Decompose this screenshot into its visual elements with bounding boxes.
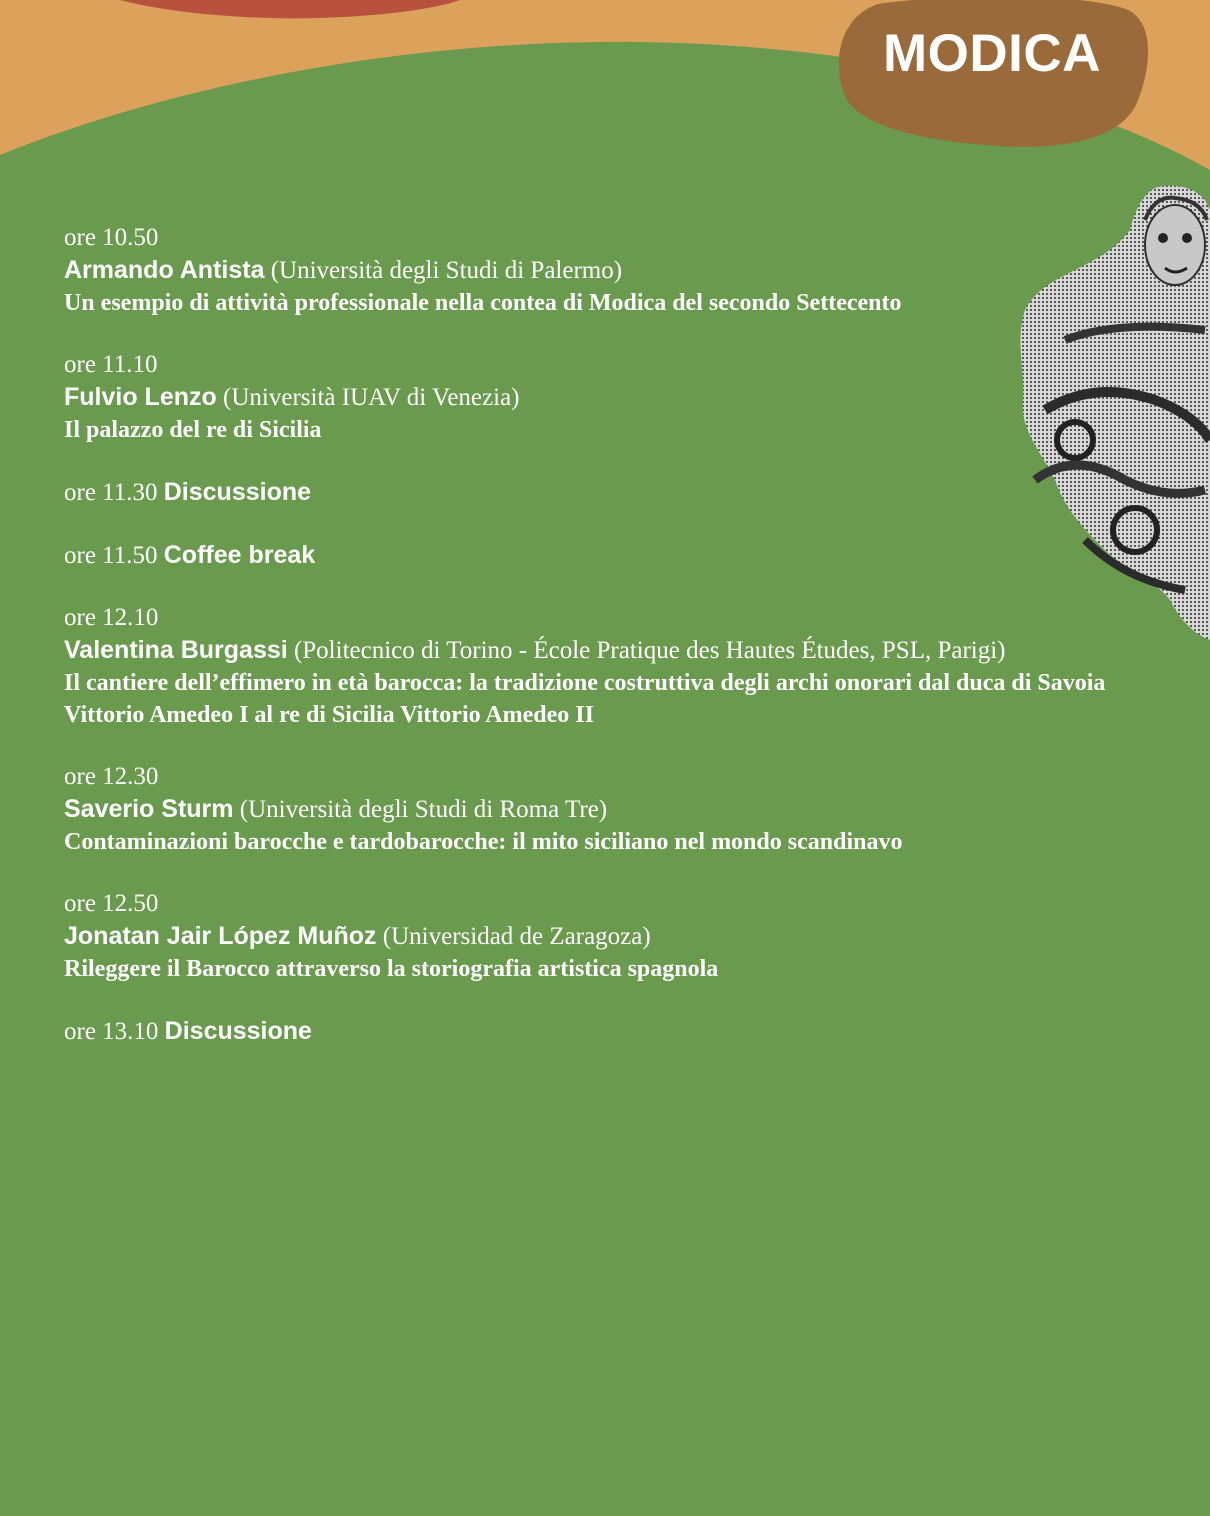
speaker-affiliation: (Università IUAV di Venezia): [223, 384, 520, 411]
talk-title: Il cantiere dell’effimero in età barocca: la tradizione costruttiva degli archi onorari dal duca di Savoia Vittorio Amedeo I al re di Sicilia Vittorio Amedeo II: [64, 670, 1106, 728]
speaker-affiliation: (Universidad de Zaragoza): [382, 923, 651, 950]
program-list: [64, 222, 1154, 1078]
city-title: MODICA: [883, 24, 1101, 83]
talk-title: Contaminazioni barocche e tardobarocche: il mito siciliano nel mondo scandinavo: [64, 829, 903, 855]
speaker-affiliation: (Politecnico di Torino - École Pratique des Hautes Études, PSL, Parigi): [293, 637, 1006, 664]
talk-title: Un esempio di attività professionale nella contea di Modica del secondo Settecento: [64, 290, 902, 316]
talk-title: Rileggere il Barocco attraverso la storiografia artistica spagnola: [64, 956, 719, 982]
event-label: Coffee break: [163, 541, 316, 569]
speaker-name: Fulvio Lenzo: [64, 383, 217, 411]
program-slot: [64, 1015, 1154, 1048]
program-slot: [64, 888, 1154, 985]
slot-time: ore 11.50: [64, 542, 158, 569]
speaker-affiliation: (Università degli Studi di Roma Tre): [239, 796, 608, 823]
program-slot: [64, 539, 1154, 572]
slot-time: ore 11.30: [64, 479, 158, 506]
program-slot: [64, 476, 1154, 509]
speaker-name: Saverio Sturm: [64, 795, 234, 823]
slot-time: ore 13.10: [64, 1018, 159, 1045]
slot-time: ore 12.50: [64, 890, 159, 917]
talk-title: Il palazzo del re di Sicilia: [64, 417, 322, 443]
speaker-affiliation: (Università degli Studi di Palermo): [270, 257, 623, 284]
slot-time: ore 10.50: [64, 224, 159, 251]
program-slot: [64, 349, 1154, 446]
speaker-name: Jonatan Jair López Muñoz: [64, 922, 377, 950]
event-label: Discussione: [163, 478, 312, 506]
program-slot: [64, 602, 1154, 731]
speaker-name: Valentina Burgassi: [64, 636, 288, 664]
event-label: Discussione: [164, 1017, 312, 1045]
slot-time: ore 12.10: [64, 604, 159, 631]
program-slot: [64, 222, 1154, 319]
slot-time: ore 11.10: [64, 351, 158, 378]
slot-time: ore 12.30: [64, 763, 159, 790]
speaker-name: Armando Antista: [64, 256, 265, 284]
program-slot: [64, 761, 1154, 858]
